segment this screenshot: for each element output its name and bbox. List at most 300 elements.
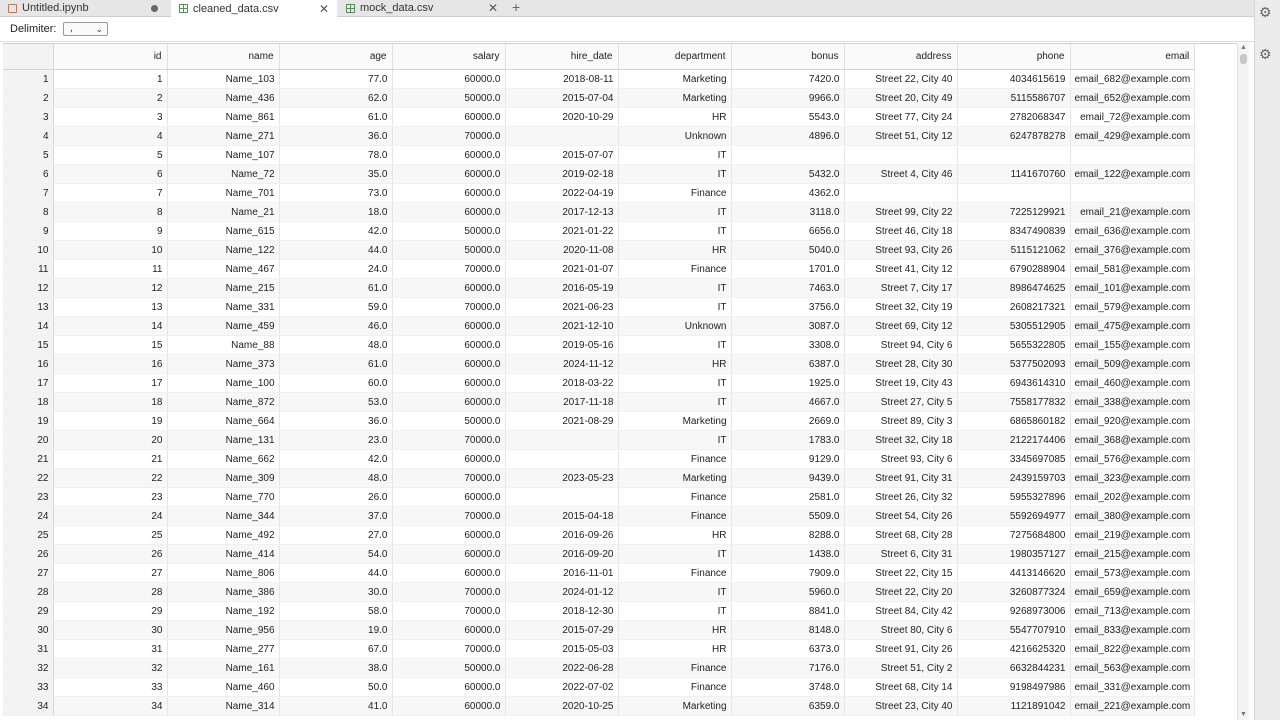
cell-bonus[interactable]: 5543.0 [731,108,844,127]
cell-salary[interactable]: 50000.0 [392,89,505,108]
cell-salary[interactable]: 60000.0 [392,488,505,507]
table-row[interactable] [3,336,1195,355]
cell-address[interactable]: Street 22, City 20 [844,583,957,602]
cell-name[interactable]: Name_309 [167,469,279,488]
cell-hire-date[interactable]: 2021-12-10 [505,317,618,336]
cell-salary[interactable]: 50000.0 [392,412,505,431]
cell-email[interactable]: email_636@example.com [1070,222,1195,241]
cell-phone[interactable]: 3260877324 [957,583,1070,602]
cell-id[interactable]: 5 [53,146,167,165]
cell-email[interactable]: email_460@example.com [1070,374,1195,393]
cell-bonus[interactable]: 3308.0 [731,336,844,355]
cell-department[interactable]: IT [618,431,731,450]
cell-department[interactable]: Finance [618,659,731,678]
cell-age[interactable]: 35.0 [279,165,392,184]
cell-age[interactable]: 54.0 [279,545,392,564]
row-number[interactable]: 7 [3,184,53,203]
csv-data-grid[interactable] [3,43,1237,721]
cell-hire-date[interactable]: 2016-11-01 [505,564,618,583]
cell-name[interactable]: Name_314 [167,697,279,716]
cell-bonus[interactable]: 3118.0 [731,203,844,222]
cell-phone[interactable]: 1141670760 [957,165,1070,184]
row-number[interactable]: 3 [3,108,53,127]
cell-hire-date[interactable]: 2017-12-13 [505,203,618,222]
cell-id[interactable]: 2 [53,89,167,108]
cell-phone[interactable] [957,184,1070,203]
cell-salary[interactable]: 60000.0 [392,697,505,716]
cell-salary[interactable]: 50000.0 [392,222,505,241]
cell-hire-date[interactable]: 2022-06-28 [505,659,618,678]
cell-email[interactable] [1070,184,1195,203]
cell-name[interactable]: Name_271 [167,127,279,146]
cell-bonus[interactable]: 4667.0 [731,393,844,412]
cell-email[interactable]: email_368@example.com [1070,431,1195,450]
cell-name[interactable]: Name_373 [167,355,279,374]
cell-department[interactable]: Marketing [618,469,731,488]
cell-bonus[interactable]: 7176.0 [731,659,844,678]
cell-age[interactable]: 62.0 [279,89,392,108]
cell-id[interactable]: 7 [53,184,167,203]
cell-id[interactable]: 9 [53,222,167,241]
row-number[interactable]: 21 [3,450,53,469]
cell-email[interactable]: email_215@example.com [1070,545,1195,564]
cell-department[interactable]: Marketing [618,412,731,431]
cell-address[interactable]: Street 19, City 43 [844,374,957,393]
cell-email[interactable]: email_429@example.com [1070,127,1195,146]
cell-name[interactable]: Name_277 [167,640,279,659]
cell-age[interactable]: 73.0 [279,184,392,203]
cell-age[interactable]: 67.0 [279,640,392,659]
cell-hire-date[interactable]: 2022-04-19 [505,184,618,203]
cell-id[interactable]: 27 [53,564,167,583]
cell-hire-date[interactable]: 2016-09-20 [505,545,618,564]
row-number[interactable]: 17 [3,374,53,393]
table-row[interactable] [3,260,1195,279]
cell-phone[interactable]: 7225129921 [957,203,1070,222]
cell-salary[interactable]: 60000.0 [392,678,505,697]
cell-bonus[interactable] [731,146,844,165]
cell-age[interactable]: 61.0 [279,355,392,374]
cell-age[interactable]: 77.0 [279,70,392,89]
cell-address[interactable]: Street 22, City 40 [844,70,957,89]
row-number[interactable]: 24 [3,507,53,526]
cell-id[interactable]: 21 [53,450,167,469]
table-row[interactable] [3,602,1195,621]
cell-age[interactable]: 23.0 [279,431,392,450]
cell-name[interactable]: Name_467 [167,260,279,279]
cell-hire-date[interactable]: 2020-10-25 [505,697,618,716]
cell-bonus[interactable]: 5509.0 [731,507,844,526]
cell-name[interactable]: Name_664 [167,412,279,431]
cell-id[interactable]: 20 [53,431,167,450]
cell-email[interactable]: email_475@example.com [1070,317,1195,336]
cell-department[interactable]: HR [618,241,731,260]
table-row[interactable] [3,659,1195,678]
cell-bonus[interactable]: 6387.0 [731,355,844,374]
cell-age[interactable]: 44.0 [279,564,392,583]
table-row[interactable] [3,184,1195,203]
table-row[interactable] [3,697,1195,716]
cell-bonus[interactable]: 7909.0 [731,564,844,583]
delimiter-select[interactable] [63,22,108,36]
cell-bonus[interactable]: 8841.0 [731,602,844,621]
cell-salary[interactable]: 70000.0 [392,602,505,621]
column-header-name[interactable]: name [167,44,279,70]
cell-address[interactable]: Street 23, City 40 [844,697,957,716]
cell-department[interactable]: Unknown [618,317,731,336]
table-row[interactable] [3,165,1195,184]
cell-email[interactable]: email_920@example.com [1070,412,1195,431]
cell-id[interactable]: 14 [53,317,167,336]
cell-name[interactable]: Name_72 [167,165,279,184]
cell-department[interactable]: Finance [618,184,731,203]
close-icon[interactable]: ✕ [487,1,498,15]
cell-hire-date[interactable]: 2021-06-23 [505,298,618,317]
cell-id[interactable]: 23 [53,488,167,507]
row-number[interactable]: 29 [3,602,53,621]
cell-address[interactable]: Street 28, City 30 [844,355,957,374]
cell-age[interactable]: 41.0 [279,697,392,716]
cell-phone[interactable]: 5655322805 [957,336,1070,355]
row-number[interactable]: 10 [3,241,53,260]
cell-department[interactable]: IT [618,165,731,184]
cell-address[interactable]: Street 22, City 15 [844,564,957,583]
cell-hire-date[interactable]: 2018-12-30 [505,602,618,621]
cell-email[interactable]: email_581@example.com [1070,260,1195,279]
scroll-up-icon[interactable]: ▲ [1240,44,1247,51]
add-tab-icon[interactable]: + [512,0,521,15]
cell-age[interactable]: 58.0 [279,602,392,621]
row-number[interactable]: 8 [3,203,53,222]
cell-name[interactable]: Name_103 [167,70,279,89]
table-row[interactable] [3,222,1195,241]
cell-department[interactable]: IT [618,545,731,564]
gear-icon[interactable]: ⚙ [1259,4,1272,20]
cell-hire-date[interactable]: 2015-04-18 [505,507,618,526]
table-row[interactable] [3,241,1195,260]
cell-age[interactable]: 46.0 [279,317,392,336]
cell-address[interactable]: Street 54, City 26 [844,507,957,526]
row-number[interactable]: 16 [3,355,53,374]
cell-address[interactable]: Street 32, City 19 [844,298,957,317]
cell-email[interactable]: email_21@example.com [1070,203,1195,222]
cell-id[interactable]: 17 [53,374,167,393]
table-row[interactable] [3,127,1195,146]
cell-bonus[interactable]: 3087.0 [731,317,844,336]
cell-phone[interactable]: 5377502093 [957,355,1070,374]
cell-department[interactable]: HR [618,640,731,659]
cell-address[interactable]: Street 94, City 6 [844,336,957,355]
cell-salary[interactable]: 60000.0 [392,336,505,355]
cell-id[interactable]: 31 [53,640,167,659]
cell-address[interactable]: Street 26, City 32 [844,488,957,507]
cell-age[interactable]: 26.0 [279,488,392,507]
cell-hire-date[interactable]: 2020-10-29 [505,108,618,127]
row-number[interactable]: 23 [3,488,53,507]
cell-id[interactable]: 10 [53,241,167,260]
property-inspector-icon[interactable]: ⚙ [1259,46,1272,62]
cell-salary[interactable]: 70000.0 [392,469,505,488]
cell-address[interactable]: Street 7, City 17 [844,279,957,298]
cell-email[interactable]: email_573@example.com [1070,564,1195,583]
cell-name[interactable]: Name_492 [167,526,279,545]
table-row[interactable] [3,678,1195,697]
cell-department[interactable]: IT [618,583,731,602]
cell-id[interactable]: 33 [53,678,167,697]
column-header-address[interactable]: address [844,44,957,70]
cell-id[interactable]: 30 [53,621,167,640]
cell-hire-date[interactable]: 2015-05-03 [505,640,618,659]
cell-age[interactable]: 59.0 [279,298,392,317]
row-number[interactable]: 1 [3,70,53,89]
row-number-header[interactable] [3,44,53,70]
row-number[interactable]: 25 [3,526,53,545]
cell-bonus[interactable]: 7420.0 [731,70,844,89]
scroll-down-icon[interactable]: ▼ [1240,711,1247,718]
cell-bonus[interactable]: 3748.0 [731,678,844,697]
cell-department[interactable]: Finance [618,450,731,469]
column-header-bonus[interactable]: bonus [731,44,844,70]
table-row[interactable] [3,583,1195,602]
cell-name[interactable]: Name_414 [167,545,279,564]
cell-salary[interactable]: 60000.0 [392,165,505,184]
cell-department[interactable]: Finance [618,488,731,507]
table-row[interactable] [3,108,1195,127]
cell-hire-date[interactable] [505,488,618,507]
cell-address[interactable]: Street 51, City 2 [844,659,957,678]
table-row[interactable] [3,298,1195,317]
cell-name[interactable]: Name_701 [167,184,279,203]
cell-department[interactable]: IT [618,203,731,222]
cell-email[interactable]: email_380@example.com [1070,507,1195,526]
cell-department[interactable]: Finance [618,678,731,697]
cell-address[interactable]: Street 91, City 26 [844,640,957,659]
cell-bonus[interactable]: 6359.0 [731,697,844,716]
cell-hire-date[interactable]: 2020-11-08 [505,241,618,260]
cell-salary[interactable]: 70000.0 [392,260,505,279]
cell-salary[interactable]: 70000.0 [392,640,505,659]
cell-phone[interactable]: 2608217321 [957,298,1070,317]
cell-age[interactable]: 30.0 [279,583,392,602]
cell-id[interactable]: 28 [53,583,167,602]
cell-bonus[interactable]: 1701.0 [731,260,844,279]
cell-phone[interactable]: 2439159703 [957,469,1070,488]
cell-salary[interactable]: 60000.0 [392,564,505,583]
cell-id[interactable]: 16 [53,355,167,374]
cell-age[interactable]: 19.0 [279,621,392,640]
cell-salary[interactable]: 60000.0 [392,450,505,469]
table-row[interactable] [3,469,1195,488]
cell-phone[interactable]: 5547707910 [957,621,1070,640]
cell-email[interactable]: email_652@example.com [1070,89,1195,108]
cell-name[interactable]: Name_386 [167,583,279,602]
cell-salary[interactable]: 60000.0 [392,393,505,412]
cell-phone[interactable]: 1980357127 [957,545,1070,564]
cell-department[interactable]: HR [618,108,731,127]
row-number[interactable]: 11 [3,260,53,279]
vertical-scrollbar[interactable] [1237,43,1249,720]
cell-address[interactable]: Street 4, City 46 [844,165,957,184]
cell-department[interactable]: IT [618,146,731,165]
cell-name[interactable]: Name_107 [167,146,279,165]
cell-bonus[interactable]: 4896.0 [731,127,844,146]
cell-id[interactable]: 4 [53,127,167,146]
cell-bonus[interactable]: 5960.0 [731,583,844,602]
cell-phone[interactable]: 4413146620 [957,564,1070,583]
cell-age[interactable]: 42.0 [279,222,392,241]
cell-name[interactable]: Name_615 [167,222,279,241]
cell-id[interactable]: 32 [53,659,167,678]
cell-phone[interactable]: 1121891042 [957,697,1070,716]
cell-phone[interactable]: 4216625320 [957,640,1070,659]
cell-address[interactable]: Street 6, City 31 [844,545,957,564]
cell-name[interactable]: Name_100 [167,374,279,393]
tab-untitled-ipynb[interactable] [0,0,170,16]
cell-bonus[interactable]: 9129.0 [731,450,844,469]
cell-address[interactable]: Street 84, City 42 [844,602,957,621]
cell-id[interactable]: 25 [53,526,167,545]
cell-bonus[interactable]: 5432.0 [731,165,844,184]
row-number[interactable]: 31 [3,640,53,659]
cell-email[interactable]: email_323@example.com [1070,469,1195,488]
cell-id[interactable]: 22 [53,469,167,488]
cell-department[interactable]: HR [618,621,731,640]
cell-salary[interactable]: 60000.0 [392,317,505,336]
cell-id[interactable]: 13 [53,298,167,317]
cell-address[interactable] [844,184,957,203]
cell-email[interactable]: email_509@example.com [1070,355,1195,374]
cell-phone[interactable]: 5955327896 [957,488,1070,507]
cell-department[interactable]: Finance [618,507,731,526]
close-icon[interactable]: ✕ [318,1,329,16]
cell-phone[interactable]: 8986474625 [957,279,1070,298]
cell-salary[interactable]: 60000.0 [392,203,505,222]
cell-salary[interactable]: 60000.0 [392,621,505,640]
row-number[interactable]: 27 [3,564,53,583]
cell-name[interactable]: Name_956 [167,621,279,640]
cell-phone[interactable]: 7275684800 [957,526,1070,545]
cell-salary[interactable]: 60000.0 [392,184,505,203]
cell-phone[interactable]: 2122174406 [957,431,1070,450]
cell-age[interactable]: 61.0 [279,108,392,127]
table-row[interactable] [3,412,1195,431]
cell-id[interactable]: 8 [53,203,167,222]
cell-salary[interactable]: 60000.0 [392,146,505,165]
cell-salary[interactable]: 50000.0 [392,241,505,260]
cell-address[interactable]: Street 99, City 22 [844,203,957,222]
cell-hire-date[interactable]: 2021-01-22 [505,222,618,241]
cell-phone[interactable]: 6790288904 [957,260,1070,279]
cell-address[interactable]: Street 93, City 26 [844,241,957,260]
cell-email[interactable]: email_155@example.com [1070,336,1195,355]
cell-department[interactable]: IT [618,602,731,621]
cell-age[interactable]: 42.0 [279,450,392,469]
cell-id[interactable]: 19 [53,412,167,431]
cell-address[interactable]: Street 32, City 18 [844,431,957,450]
cell-hire-date[interactable]: 2024-11-12 [505,355,618,374]
cell-id[interactable]: 1 [53,70,167,89]
row-number[interactable]: 9 [3,222,53,241]
cell-department[interactable]: IT [618,279,731,298]
cell-bonus[interactable]: 8148.0 [731,621,844,640]
cell-address[interactable]: Street 68, City 28 [844,526,957,545]
cell-bonus[interactable]: 9439.0 [731,469,844,488]
cell-bonus[interactable]: 1783.0 [731,431,844,450]
cell-email[interactable]: email_331@example.com [1070,678,1195,697]
cell-bonus[interactable]: 2581.0 [731,488,844,507]
cell-email[interactable]: email_202@example.com [1070,488,1195,507]
table-row[interactable] [3,374,1195,393]
column-header-phone[interactable]: phone [957,44,1070,70]
cell-address[interactable]: Street 69, City 12 [844,317,957,336]
cell-hire-date[interactable]: 2015-07-29 [505,621,618,640]
cell-phone[interactable]: 4034615619 [957,70,1070,89]
cell-id[interactable]: 11 [53,260,167,279]
row-number[interactable]: 30 [3,621,53,640]
row-number[interactable]: 12 [3,279,53,298]
cell-salary[interactable]: 60000.0 [392,526,505,545]
cell-salary[interactable]: 70000.0 [392,583,505,602]
cell-phone[interactable]: 2782068347 [957,108,1070,127]
cell-address[interactable]: Street 68, City 14 [844,678,957,697]
cell-salary[interactable]: 70000.0 [392,127,505,146]
cell-hire-date[interactable]: 2019-05-16 [505,336,618,355]
cell-hire-date[interactable]: 2018-08-11 [505,70,618,89]
cell-bonus[interactable]: 1925.0 [731,374,844,393]
row-number[interactable]: 5 [3,146,53,165]
cell-address[interactable]: Street 93, City 6 [844,450,957,469]
cell-name[interactable]: Name_161 [167,659,279,678]
table-row[interactable] [3,393,1195,412]
cell-salary[interactable]: 60000.0 [392,279,505,298]
table-row[interactable] [3,526,1195,545]
table-row[interactable] [3,621,1195,640]
scrollbar-thumb[interactable] [1240,54,1247,64]
cell-id[interactable]: 24 [53,507,167,526]
cell-phone[interactable]: 6632844231 [957,659,1070,678]
cell-department[interactable]: HR [618,526,731,545]
cell-id[interactable]: 15 [53,336,167,355]
cell-age[interactable]: 44.0 [279,241,392,260]
cell-bonus[interactable]: 6373.0 [731,640,844,659]
cell-salary[interactable]: 50000.0 [392,659,505,678]
cell-phone[interactable]: 7558177832 [957,393,1070,412]
cell-salary[interactable]: 70000.0 [392,507,505,526]
table-row[interactable] [3,431,1195,450]
cell-salary[interactable]: 60000.0 [392,70,505,89]
cell-department[interactable]: Marketing [618,697,731,716]
cell-hire-date[interactable] [505,450,618,469]
cell-age[interactable]: 18.0 [279,203,392,222]
row-number[interactable]: 6 [3,165,53,184]
cell-salary[interactable]: 60000.0 [392,545,505,564]
table-row[interactable] [3,507,1195,526]
cell-address[interactable]: Street 20, City 49 [844,89,957,108]
cell-phone[interactable]: 3345697085 [957,450,1070,469]
cell-department[interactable]: Finance [618,564,731,583]
row-number[interactable]: 4 [3,127,53,146]
cell-salary[interactable]: 70000.0 [392,298,505,317]
cell-email[interactable]: email_682@example.com [1070,70,1195,89]
cell-email[interactable]: email_101@example.com [1070,279,1195,298]
cell-department[interactable]: Marketing [618,89,731,108]
cell-id[interactable]: 29 [53,602,167,621]
cell-bonus[interactable]: 5040.0 [731,241,844,260]
table-row[interactable] [3,279,1195,298]
cell-address[interactable]: Street 91, City 31 [844,469,957,488]
row-number[interactable]: 14 [3,317,53,336]
cell-bonus[interactable]: 7463.0 [731,279,844,298]
